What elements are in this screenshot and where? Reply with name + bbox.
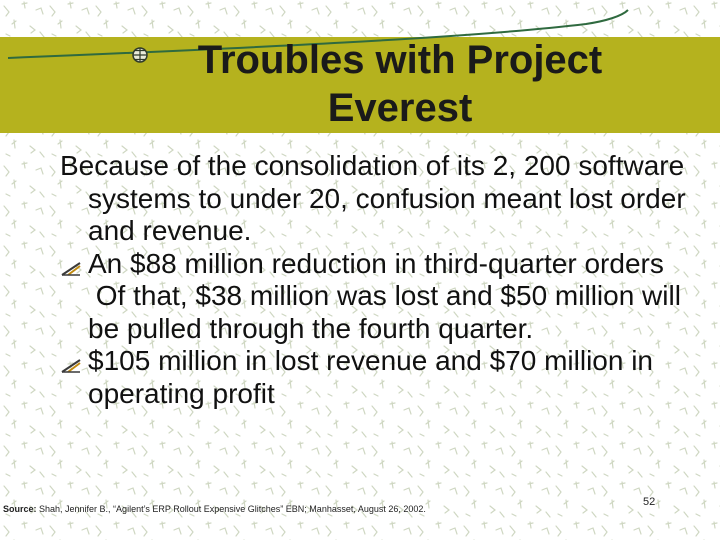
intro-paragraph: Because of the consolidation of its 2, 200 software systems to under 20, confusion meant lost order and revenue. (60, 150, 686, 246)
source-text: Shah, Jennifer B., “Agilent’s ERP Rollout Expensive Glitches” EBN; Manhasset, August 26, 2002. (36, 504, 426, 514)
bullet-icon (60, 356, 82, 374)
list-item-text: An $88 million reduction in third-quarter orders (88, 247, 664, 279)
list-item (60, 280, 700, 345)
source-label: Source: (3, 504, 37, 514)
page-number: 52 (643, 496, 656, 508)
list-item-text: $105 million in lost revenue and $70 million in operating profit (88, 345, 654, 409)
bullet-icon (60, 259, 82, 277)
source-citation (3, 504, 426, 514)
slide-title: Troubles with Project Everest (197, 38, 603, 130)
list-item-text: Of that, $38 million was lost and $50 million will be pulled through the fourth quarter. (88, 280, 689, 344)
slide-body (60, 150, 700, 410)
list-item (60, 248, 700, 281)
list-item (60, 345, 700, 410)
globe-bullet-icon (132, 47, 148, 63)
